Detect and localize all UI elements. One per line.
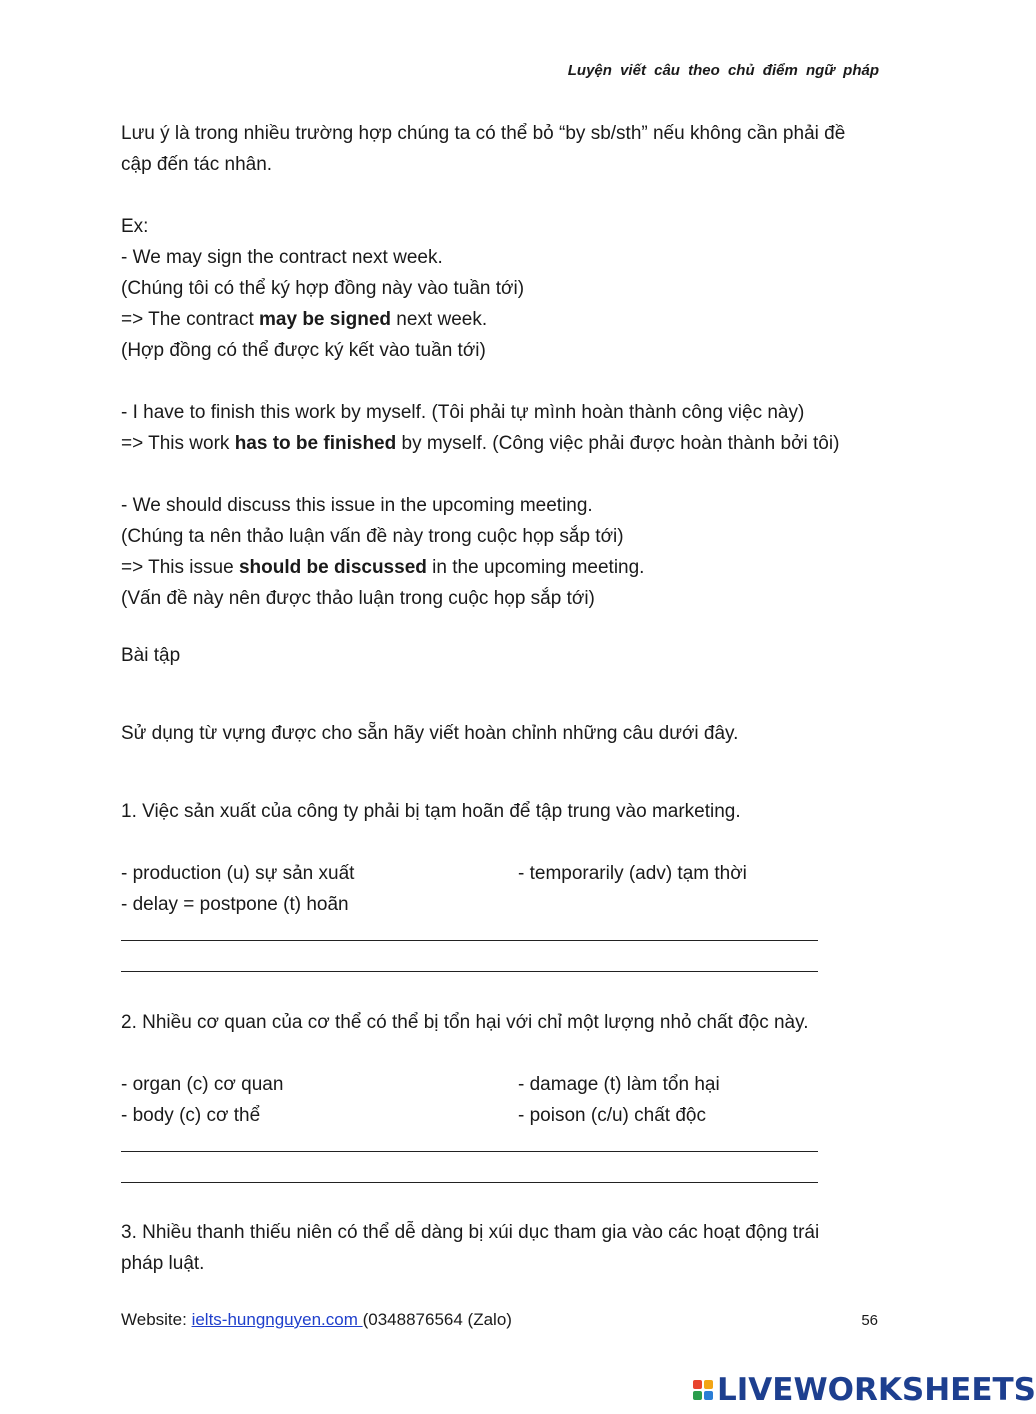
example-3-passive-translation: (Vấn đề này nên được thảo luận trong cuộc họp sắp tới) (121, 588, 595, 609)
liveworksheets-mark-icon (693, 1380, 713, 1400)
spacer (121, 366, 839, 397)
vocab-row (121, 1069, 821, 1100)
page-header-title: Luyện viết câu theo chủ điểm ngữ pháp (567, 62, 879, 79)
question-3-text: 3. Nhiều thanh thiếu niên có thể dễ dàng bị xúi dục tham gia vào các hoạt động trái pháp luật. (121, 1222, 820, 1274)
footer-label: Website: (121, 1310, 192, 1329)
example-2-active: - I have to finish this work by myself. (Tôi phải tự mình hoàn thành công việc này) (121, 402, 805, 423)
spacer (121, 459, 839, 490)
vocab-row (121, 1100, 821, 1131)
answer-line-q1-1[interactable] (121, 940, 818, 941)
answer-line-q2-2[interactable] (121, 1182, 818, 1183)
question-1-vocabulary (121, 858, 821, 920)
example-3-active: - We should discuss this issue in the upcoming meeting. (121, 495, 593, 516)
vocab-item: - production (u) sự sản xuất (121, 863, 355, 884)
example-1-passive-verb: may be signed (259, 309, 392, 330)
website-link[interactable]: ielts-hungnguyen.com (191, 1310, 363, 1329)
example-2-passive: => This work has to be finished by myself. (Công việc phải được hoàn thành bởi tôi) (121, 433, 840, 454)
liveworksheets-logo (693, 1372, 1036, 1408)
vocab-item: - body (c) cơ thể (121, 1105, 261, 1126)
example-3-passive: => This issue should be discussed in the upcoming meeting. (121, 557, 645, 578)
vocab-item: - damage (t) làm tổn hại (518, 1074, 720, 1095)
vocab-item: - poison (c/u) chất độc (518, 1105, 706, 1126)
vocab-row (121, 889, 821, 920)
question-2-vocabulary (121, 1069, 821, 1131)
example-1-passive: => The contract may be signed next week. (121, 309, 488, 330)
examples-label: Ex: (121, 216, 149, 237)
example-1-active: - We may sign the contract next week. (121, 247, 443, 268)
question-1-text: 1. Việc sản xuất của công ty phải bị tạm hoãn để tập trung vào marketing. (121, 801, 741, 822)
brand-name: LIVEWORKSHEETS (717, 1372, 1036, 1408)
answer-line-q2-1[interactable] (121, 1151, 818, 1152)
footer-contact: (0348876564 (Zalo) (362, 1310, 512, 1329)
vocab-item: - organ (c) cơ quan (121, 1074, 284, 1095)
exercise-instruction: Sử dụng từ vựng được cho sẵn hãy viết hoàn chỉnh những câu dưới đây. (121, 723, 739, 744)
example-3-active-translation: (Chúng ta nên thảo luận vấn đề này trong cuộc họp sắp tới) (121, 526, 624, 547)
example-2-passive-verb: has to be finished (234, 433, 397, 454)
example-3-passive-verb: should be discussed (238, 557, 427, 578)
page-footer (121, 1310, 512, 1330)
question-2-text: 2. Nhiều cơ quan của cơ thể có thể bị tổn hại với chỉ một lượng nhỏ chất độc này. (121, 1012, 809, 1033)
page-number: 56 (861, 1312, 878, 1329)
vocab-item: - delay = postpone (t) hoãn (121, 894, 349, 915)
example-1-active-translation: (Chúng tôi có thể ký hợp đồng này vào tuần tới) (121, 278, 525, 299)
example-1-passive-translation: (Hợp đồng có thể được ký kết vào tuần tới) (121, 340, 486, 361)
vocab-row (121, 858, 821, 889)
answer-line-q1-2[interactable] (121, 971, 818, 972)
grammar-note: Lưu ý là trong nhiều trường hợp chúng ta có thể bỏ “by sb/sth” nếu không cần phải đề cập đến tác nhân. (121, 123, 846, 175)
vocab-item: - temporarily (adv) tạm thời (518, 863, 747, 884)
examples-block (121, 211, 839, 614)
exercise-heading: Bài tập (121, 645, 181, 666)
